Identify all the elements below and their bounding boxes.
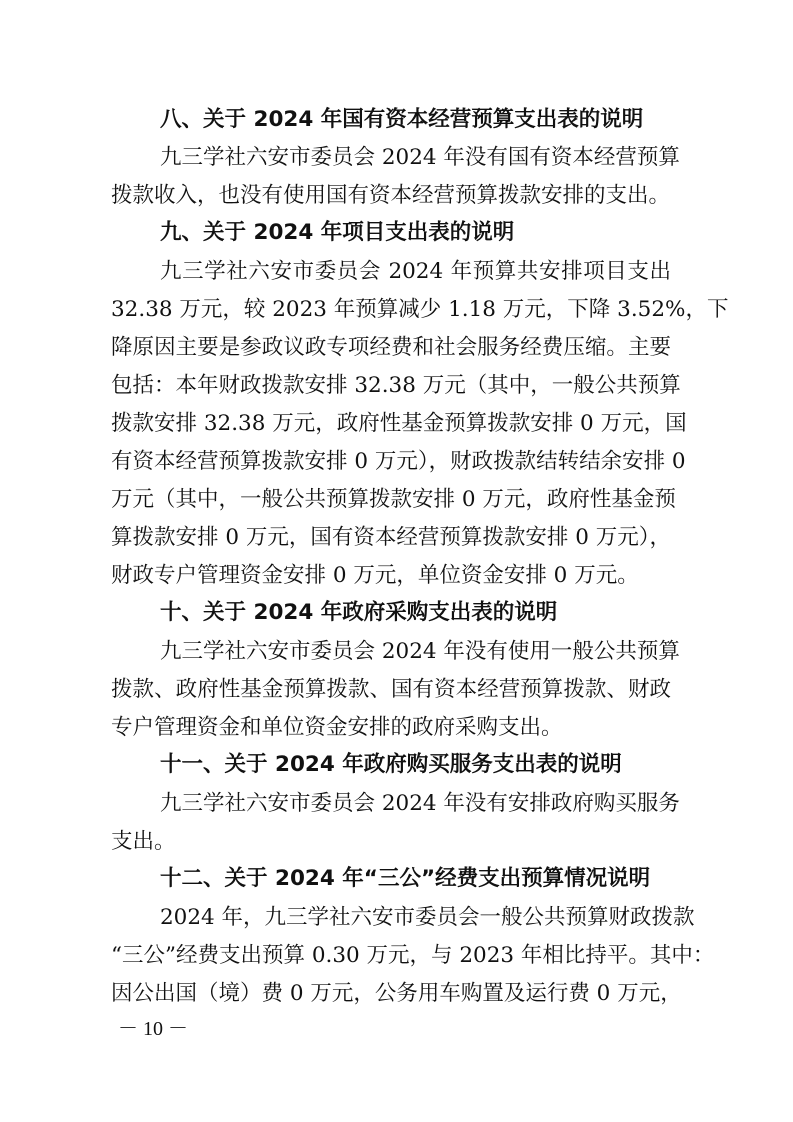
section-heading-12: 十二、关于 2024 年“三公”经费支出预算情况说明 <box>160 866 651 891</box>
paragraph-line: 32.38 万元，较 2023 年预算减少 1.18 万元，下降 3.52%，下 <box>111 297 729 322</box>
paragraph-line: 九三学社六安市委员会 2024 年没有安排政府购买服务 <box>160 791 680 816</box>
paragraph-line: 支出。 <box>111 829 176 854</box>
paragraph-line: 包括：本年财政拨款安排 32.38 万元（其中，一般公共预算 <box>111 373 681 398</box>
section-heading-11: 十一、关于 2024 年政府购买服务支出表的说明 <box>160 752 622 777</box>
paragraph-line: 万元（其中，一般公共预算拨款安排 0 万元，政府性基金预 <box>111 487 676 512</box>
paragraph-line: 降原因主要是参政议政专项经费和社会服务经费压缩。主要 <box>111 335 671 360</box>
paragraph-line: 2024 年，九三学社六安市委员会一般公共预算财政拨款 <box>160 905 695 930</box>
page-number: － 10 － <box>118 1018 188 1040</box>
paragraph-line: 九三学社六安市委员会 2024 年预算共安排项目支出 <box>160 259 671 284</box>
section-heading-8: 八、关于 2024 年国有资本经营预算支出表的说明 <box>160 107 644 132</box>
section-heading-10: 十、关于 2024 年政府采购支出表的说明 <box>160 600 558 625</box>
paragraph-line: 拨款安排 32.38 万元，政府性基金预算拨款安排 0 万元，国 <box>111 411 687 436</box>
paragraph-line: 专户管理资金和单位资金安排的政府采购支出。 <box>111 715 563 740</box>
paragraph-line: 拨款收入，也没有使用国有资本经营预算拨款安排的支出。 <box>111 183 671 208</box>
paragraph-line: 因公出国（境）费 0 万元，公务用车购置及运行费 0 万元， <box>111 981 682 1006</box>
paragraph-line: 九三学社六安市委员会 2024 年没有使用一般公共预算 <box>160 639 680 664</box>
paragraph-line: 拨款、政府性基金预算拨款、国有资本经营预算拨款、财政 <box>111 677 671 702</box>
paragraph-line: 九三学社六安市委员会 2024 年没有国有资本经营预算 <box>160 145 680 170</box>
section-heading-9: 九、关于 2024 年项目支出表的说明 <box>160 220 515 245</box>
paragraph-line: “三公”经费支出预算 0.30 万元，与 2023 年相比持平。其中： <box>111 943 715 968</box>
paragraph-line: 有资本经营预算拨款安排 0 万元），财政拨款结转结余安排 0 <box>111 449 686 474</box>
paragraph-line: 财政专户管理资金安排 0 万元，单位资金安排 0 万元。 <box>111 563 639 588</box>
paragraph-line: 算拨款安排 0 万元，国有资本经营预算拨款安排 0 万元）， <box>111 525 671 550</box>
